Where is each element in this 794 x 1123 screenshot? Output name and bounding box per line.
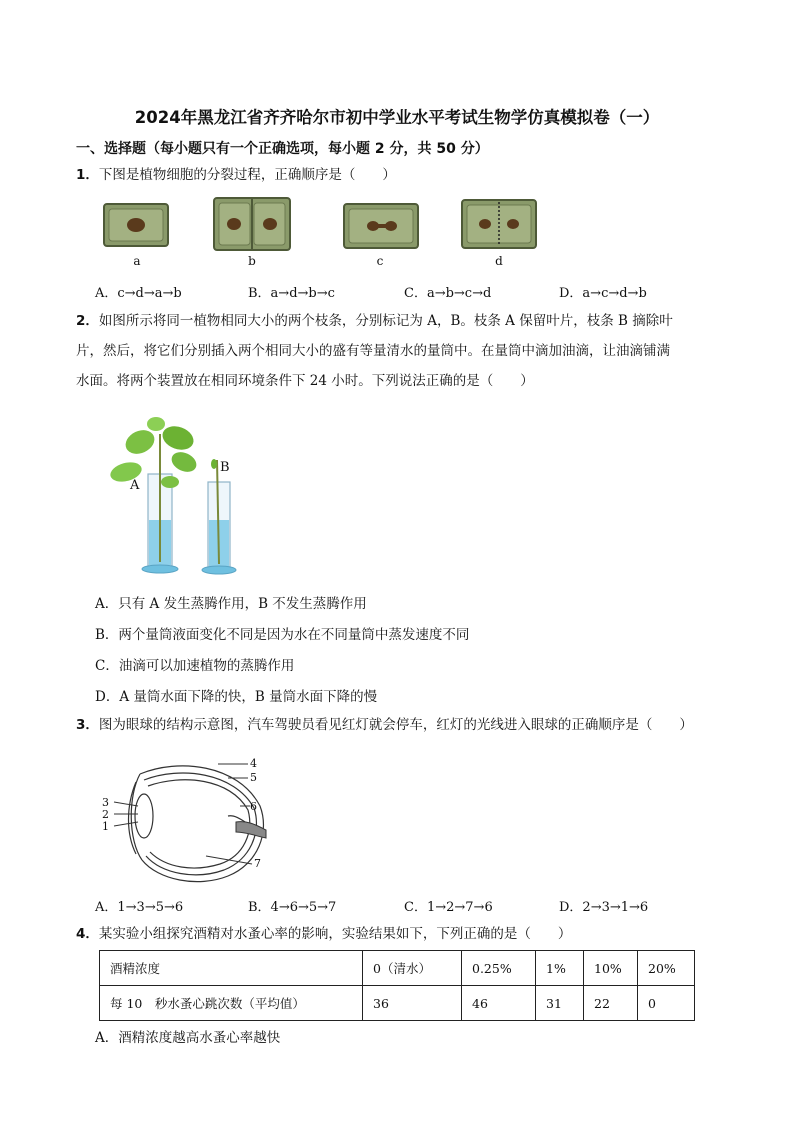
question-4 <box>76 926 571 942</box>
q1-option-b: B．a→d→b→c <box>248 286 335 301</box>
table-cell: 0 <box>638 986 695 1021</box>
question-stem-line: 水面。将两个装置放在相同环境条件下 24 小时。下列说法正确的是（ ） <box>76 373 534 389</box>
q3-option-d: D．2→3→1→6 <box>559 900 649 915</box>
question-2 <box>76 306 722 396</box>
eye-label-1: 1 <box>102 820 109 833</box>
question-stem-line: 片，然后，将它们分别插入两个相同大小的盛有等量清水的量筒中。在量筒中滴加油滴，让油滴铺满 <box>76 343 670 359</box>
q2-option-b: B．两个量筒液面变化不同是因为水在不同量筒中蒸发速度不同 <box>95 627 470 643</box>
q1-option-c: C．a→b→c→d <box>404 286 492 301</box>
q2-option-a: A．只有 A 发生蒸腾作用，B 不发生蒸腾作用 <box>95 596 367 612</box>
eye-label-6: 6 <box>250 800 257 813</box>
table-cell: 每 10 秒水蚤心跳次数（平均值） <box>100 986 363 1021</box>
section-heading: 一、选择题（每小题只有一个正确选项，每小题 2 分，共 50 分） <box>76 141 489 157</box>
cylinder-b-image <box>202 459 236 574</box>
cell-b-image <box>214 198 290 250</box>
table-cell: 20% <box>638 951 695 986</box>
table-cell: 10% <box>584 951 638 986</box>
heart-rate-table <box>99 950 695 1021</box>
question-stem: 图为眼球的结构示意图，汽车驾驶员看见红灯就会停车，红灯的光线进入眼球的正确顺序是（ ） <box>98 717 693 733</box>
table-cell: 22 <box>584 986 638 1021</box>
question-stem-line: 如图所示将同一植物相同大小的两个枝条，分别标记为 A，B。枝条 A 保留叶片，枝条 B 摘除叶 <box>98 313 673 329</box>
table-cell: 46 <box>462 986 536 1021</box>
question-stem: 某实验小组探究酒精对水蚤心率的影响，实验结果如下，下列正确的是（ ） <box>98 926 572 942</box>
transpiration-experiment-figure <box>96 412 256 576</box>
eye-label-4: 4 <box>250 757 257 770</box>
cell-label-d: d <box>495 254 503 268</box>
eye-label-2: 2 <box>102 808 109 821</box>
question-number: 3． <box>76 717 99 733</box>
q4-option-a: A．酒精浓度越高水蚤心率越快 <box>95 1030 281 1046</box>
cell-label-c: c <box>376 254 384 268</box>
table-cell: 0.25% <box>462 951 536 986</box>
q1-option-a: A．c→d→a→b <box>95 286 182 301</box>
cell-label-a: a <box>133 254 141 268</box>
q3-option-c: C．1→2→7→6 <box>404 900 493 915</box>
table-cell: 1% <box>536 951 584 986</box>
cell-label-b: b <box>248 254 256 268</box>
question-number: 2． <box>76 313 99 329</box>
q3-option-b: B．4→6→5→7 <box>248 900 337 915</box>
table-cell: 酒精浓度 <box>100 951 363 986</box>
eye-label-3: 3 <box>102 796 109 809</box>
question-number: 1． <box>76 167 99 183</box>
cell-c-image <box>344 204 418 248</box>
q2-option-d: D．A 量筒水面下降的快，B 量筒水面下降的慢 <box>95 689 378 705</box>
q2-option-c: C．油滴可以加速植物的蒸腾作用 <box>95 658 295 674</box>
q3-option-a: A．1→3→5→6 <box>95 900 184 915</box>
question-number: 4． <box>76 926 99 942</box>
cell-division-figure <box>96 190 556 260</box>
cell-d-image <box>462 200 536 248</box>
question-3 <box>76 717 693 733</box>
eyeball-structure-figure <box>98 756 268 888</box>
table-cell: 0（清水） <box>363 951 462 986</box>
table-cell: 31 <box>536 986 584 1021</box>
question-1 <box>76 167 396 183</box>
table-row <box>100 951 695 986</box>
cell-a-image <box>104 204 168 246</box>
eye-label-7: 7 <box>254 857 261 870</box>
q1-option-d: D．a→c→d→b <box>559 286 647 301</box>
figure-label-b: B <box>220 460 230 475</box>
eye-label-5: 5 <box>250 771 257 784</box>
page-title: 2024年黑龙江省齐齐哈尔市初中学业水平考试生物学仿真模拟卷（一） <box>134 108 660 127</box>
figure-label-a: A <box>130 478 140 493</box>
table-row <box>100 986 695 1021</box>
cylinder-a-image <box>108 417 199 573</box>
table-cell: 36 <box>363 986 462 1021</box>
question-stem: 下图是植物细胞的分裂过程，正确顺序是（ ） <box>98 167 396 183</box>
